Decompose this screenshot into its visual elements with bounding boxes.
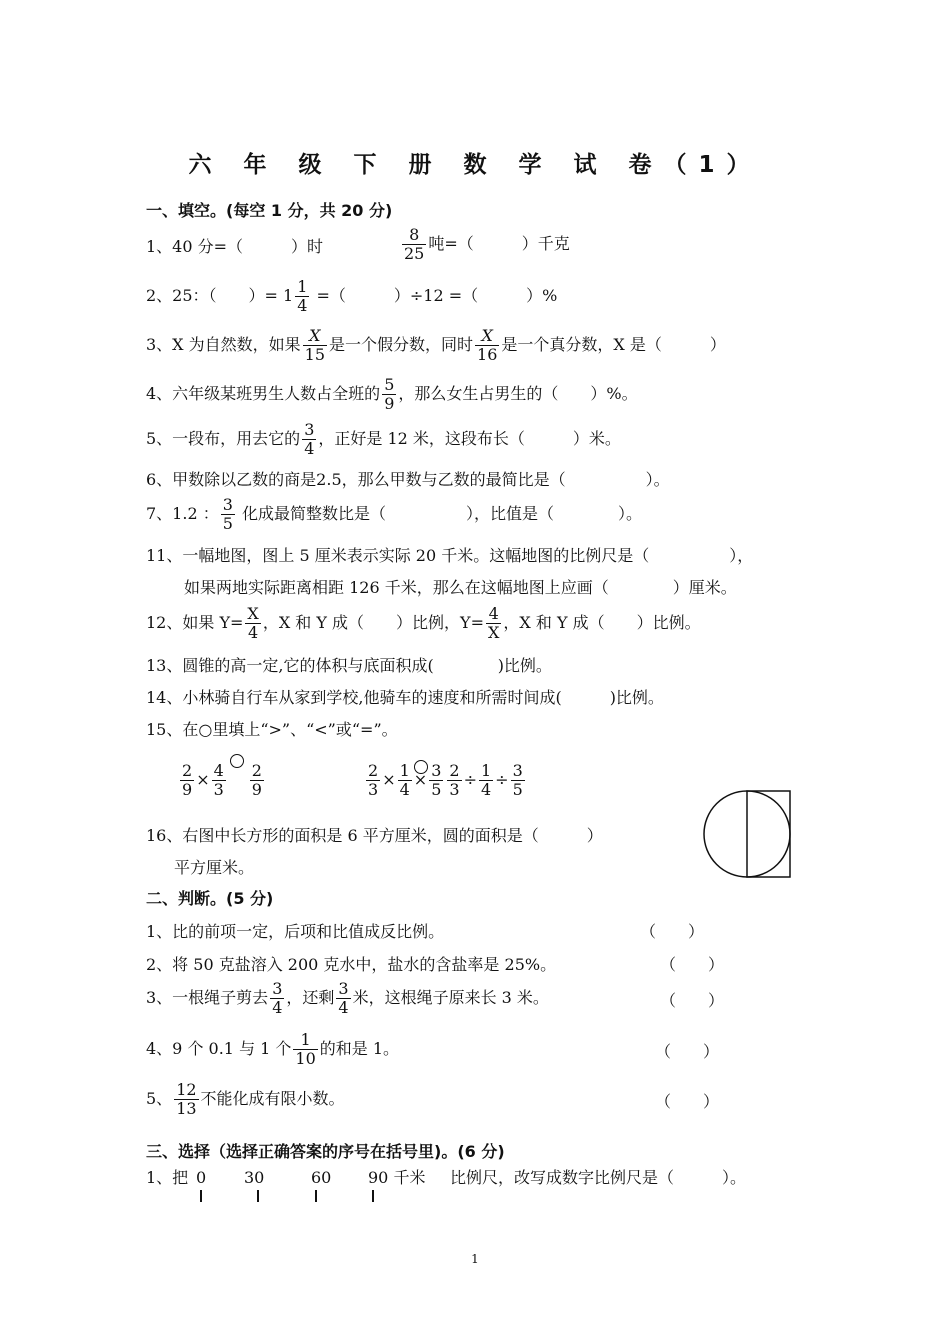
numerator: 3 bbox=[304, 420, 315, 439]
fraction bbox=[402, 226, 426, 263]
numerator: 3 bbox=[512, 761, 523, 780]
denominator: 15 bbox=[304, 345, 326, 364]
q12-text-c: ，X 和 Y 成（ ）比例。 bbox=[503, 613, 701, 632]
judge-answer-3[interactable]: （ ） bbox=[660, 991, 725, 1010]
judge-item-1: 1、比的前项一定，后项和比值成反比例。 bbox=[146, 922, 445, 941]
numerator: 5 bbox=[384, 375, 395, 394]
scale-tick-label: 90 千米 bbox=[368, 1168, 426, 1187]
scale-tick bbox=[372, 1190, 374, 1202]
judge-4-text-a: 4、9 个 0.1 与 1 个 bbox=[146, 1039, 292, 1058]
fraction bbox=[398, 762, 412, 799]
judge-answer-5[interactable]: （ ） bbox=[655, 1092, 720, 1111]
q1-text-b: 吨=（ ）千克 bbox=[428, 234, 570, 253]
question-16-line-1: 16、右图中长方形的面积是 6 平方厘米，圆的面积是（ ） bbox=[146, 826, 603, 845]
numerator: 2 bbox=[449, 761, 460, 780]
denominator: 13 bbox=[176, 1099, 197, 1118]
scale-tick-label: 0 bbox=[196, 1168, 207, 1187]
denominator: 4 bbox=[338, 998, 349, 1017]
question-7 bbox=[146, 496, 642, 533]
denominator: 4 bbox=[272, 998, 283, 1017]
judge-item-2: 2、将 50 克盐溶入 200 克水中，盐水的含盐率是 25%。 bbox=[146, 955, 557, 974]
numerator: X bbox=[475, 327, 499, 346]
fraction bbox=[221, 496, 235, 533]
divide-sign: ÷ bbox=[463, 770, 477, 789]
divide-sign: ÷ bbox=[495, 770, 509, 789]
question-15: 15、在○里填上“>”、“<”或“=”。 bbox=[146, 720, 398, 739]
numerator: 2 bbox=[368, 761, 379, 780]
comparison-a bbox=[178, 762, 266, 799]
denominator: 3 bbox=[449, 780, 460, 799]
scale-tick-label: 30 bbox=[244, 1168, 265, 1187]
q4-text-b: ，那么女生占男生的（ ）%。 bbox=[398, 384, 638, 403]
question-6: 6、甲数除以乙数的商是2.5，那么甲数与乙数的最简比是（ ）。 bbox=[146, 470, 670, 489]
question-1-part-b bbox=[400, 226, 570, 263]
fraction bbox=[336, 980, 350, 1017]
numerator: 3 bbox=[272, 979, 283, 998]
question-14: 14、小林骑自行车从家到学校,他骑车的速度和所需时间成( )比例。 bbox=[146, 688, 664, 707]
numerator: 3 bbox=[222, 495, 233, 514]
denominator: 10 bbox=[295, 1049, 316, 1068]
fraction bbox=[511, 762, 525, 799]
page-title: 六 年 级 下 册 数 学 试 卷（1） bbox=[188, 152, 762, 178]
q1-text-a: 1、40 分=（ ）时 bbox=[146, 237, 324, 256]
choice-1-label: 1、把 bbox=[146, 1168, 189, 1187]
numerator: 2 bbox=[182, 761, 193, 780]
fraction bbox=[180, 762, 194, 799]
judge-answer-4[interactable]: （ ） bbox=[655, 1042, 720, 1061]
fraction bbox=[295, 278, 309, 315]
times-sign: × bbox=[196, 770, 210, 789]
page-number: 1 bbox=[471, 1252, 479, 1266]
q12-text-a: 12、如果 Y= bbox=[146, 613, 244, 632]
fraction bbox=[250, 762, 264, 799]
q4-text-a: 4、六年级某班男生人数占全班的 bbox=[146, 384, 381, 403]
judge-answer-2[interactable]: （ ） bbox=[660, 955, 725, 974]
denominator: 25 bbox=[404, 244, 425, 263]
fraction bbox=[429, 762, 443, 799]
denominator: 4 bbox=[248, 623, 259, 642]
question-13: 13、圆锥的高一定,它的体积与底面积成( )比例。 bbox=[146, 656, 552, 675]
section-3-heading: 三、选择（选择正确答案的序号在括号里)。(6 分) bbox=[146, 1142, 505, 1161]
judge-5-text-a: 5、 bbox=[146, 1089, 173, 1108]
judge-item-5 bbox=[146, 1081, 345, 1118]
denominator: 3 bbox=[368, 780, 379, 799]
fraction bbox=[174, 1081, 198, 1118]
numerator: 1 bbox=[293, 1031, 317, 1050]
q2-text-a: 2、25：（ ）= 1 bbox=[146, 286, 294, 305]
fraction bbox=[475, 327, 499, 364]
fraction bbox=[303, 327, 327, 364]
numerator: 4 bbox=[486, 605, 501, 624]
judge-3-text-a: 3、一根绳子剪去 bbox=[146, 988, 269, 1007]
scale-tick bbox=[200, 1190, 202, 1202]
denominator: 4 bbox=[480, 780, 492, 799]
question-16-line-2: 平方厘米。 bbox=[174, 858, 255, 877]
judge-5-text-b: 不能化成有限小数。 bbox=[200, 1089, 345, 1108]
numerator: 8 bbox=[402, 226, 426, 245]
judge-answer-1[interactable]: （ ） bbox=[640, 922, 705, 941]
comparison-b bbox=[364, 762, 527, 799]
question-3 bbox=[146, 327, 726, 364]
scale-tick bbox=[315, 1190, 317, 1202]
q7-text-a: 7、1.2 ： bbox=[146, 504, 219, 523]
question-11-line-2: 如果两地实际距离相距 126 千米，那么在这幅地图上应画（ ）厘米。 bbox=[184, 578, 737, 597]
times-sign: × bbox=[413, 770, 428, 789]
denominator: 9 bbox=[384, 394, 395, 413]
circle-rectangle-figure bbox=[700, 786, 800, 886]
judge-3-text-b: ，还剩 bbox=[286, 988, 335, 1007]
denominator: 5 bbox=[431, 780, 442, 799]
judge-4-text-b: 的和是 1。 bbox=[319, 1039, 400, 1058]
judge-3-text-c: 米，这根绳子原来长 3 米。 bbox=[352, 988, 549, 1007]
denominator: 9 bbox=[251, 780, 262, 799]
question-5 bbox=[146, 421, 621, 458]
denominator: 4 bbox=[297, 296, 308, 315]
question-12 bbox=[146, 605, 701, 642]
compare-circle-a[interactable] bbox=[230, 754, 244, 768]
q2-text-b: =（ ）÷12 =（ ）% bbox=[311, 286, 558, 305]
times-sign: × bbox=[382, 770, 396, 789]
rectangle-shape bbox=[747, 791, 790, 877]
question-1 bbox=[146, 237, 323, 257]
numerator: 1 bbox=[480, 761, 492, 780]
denominator: 5 bbox=[222, 514, 233, 533]
numerator: X bbox=[303, 327, 327, 346]
denominator: 5 bbox=[512, 780, 523, 799]
fraction bbox=[302, 421, 316, 458]
compare-circle-b[interactable] bbox=[414, 760, 428, 774]
section-2-heading: 二、判断。(5 分) bbox=[146, 889, 274, 908]
q3-text-a: 3、X 为自然数，如果 bbox=[146, 335, 301, 354]
fraction bbox=[486, 605, 501, 642]
q3-text-c: 是一个真分数，X 是（ ） bbox=[501, 335, 726, 354]
q5-text-a: 5、一段布，用去它的 bbox=[146, 429, 301, 448]
q3-text-b: 是一个假分数，同时 bbox=[329, 335, 474, 354]
fraction bbox=[447, 762, 461, 799]
section-1-heading: 一、填空。(每空 1 分，共 20 分) bbox=[146, 201, 393, 220]
question-2 bbox=[146, 278, 557, 315]
numerator: 12 bbox=[176, 1080, 197, 1099]
denominator: 9 bbox=[182, 780, 193, 799]
fraction bbox=[293, 1031, 317, 1068]
fraction bbox=[245, 605, 260, 642]
scale-tick bbox=[257, 1190, 259, 1202]
fraction bbox=[366, 762, 380, 799]
q5-text-b: ，正好是 12 米，这段布长（ ）米。 bbox=[318, 429, 621, 448]
numerator: 4 bbox=[213, 761, 224, 780]
q12-text-b: ，X 和 Y 成（ ）比例，Y= bbox=[262, 613, 484, 632]
judge-item-3 bbox=[146, 980, 549, 1017]
fraction bbox=[382, 376, 396, 413]
scale-tick-label: 60 bbox=[311, 1168, 332, 1187]
numerator: 1 bbox=[399, 761, 410, 780]
numerator: 1 bbox=[297, 277, 308, 296]
denominator: 3 bbox=[213, 780, 224, 799]
denominator: 16 bbox=[477, 345, 498, 364]
denominator: X bbox=[488, 623, 500, 642]
fraction bbox=[270, 980, 284, 1017]
choice-1-text: 比例尺，改写成数字比例尺是（ ）。 bbox=[450, 1168, 747, 1187]
judge-item-4 bbox=[146, 1031, 399, 1068]
numerator: 3 bbox=[431, 761, 442, 780]
fraction bbox=[479, 762, 493, 799]
question-4 bbox=[146, 376, 638, 413]
denominator: 4 bbox=[399, 780, 410, 799]
numerator: 2 bbox=[251, 761, 262, 780]
numerator: X bbox=[247, 604, 259, 623]
numerator: 3 bbox=[338, 979, 349, 998]
q7-text-b: 化成最简整数比是（ ），比值是（ ）。 bbox=[236, 504, 642, 523]
denominator: 4 bbox=[304, 439, 315, 458]
question-11-line-1: 11、一幅地图，图上 5 厘米表示实际 20 千米。这幅地图的比例尺是（ ）， bbox=[146, 546, 754, 565]
fraction bbox=[212, 762, 226, 799]
